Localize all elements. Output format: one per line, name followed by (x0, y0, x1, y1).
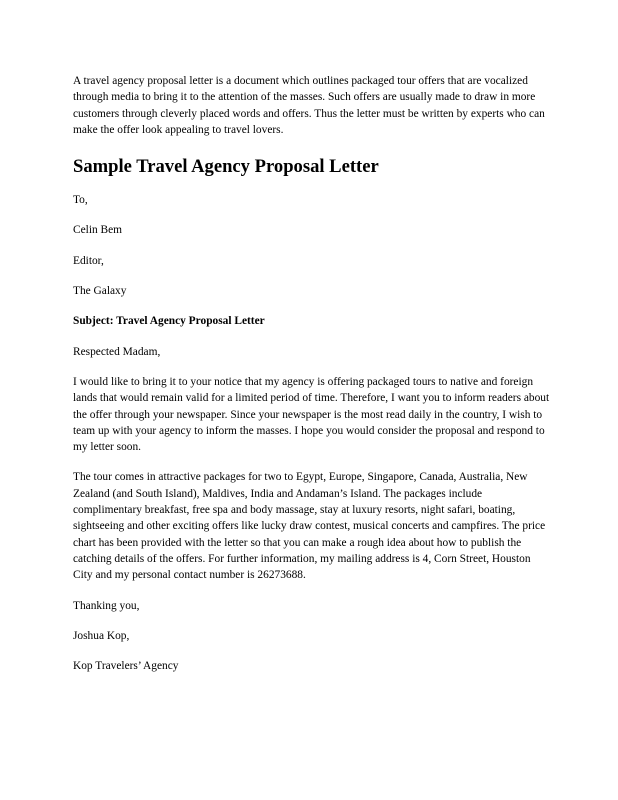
letter-closing: Thanking you, (73, 599, 140, 612)
letter-paragraph-1: I would like to bring it to your notice that my agency is offering packaged tours to native and foreign lands that would remain valid for a limited period of time. Therefore, I want you to inform readers about the offer through your newspaper. Since your newspaper is the most read daily in the country, I wish to team up with your agency to inform the masses. I hope you would consider the proposal and respond to my letter soon. (73, 375, 550, 454)
sender-org: Kop Travelers’ Agency (73, 660, 179, 673)
recipient-title: Editor, (73, 254, 104, 267)
sender-name: Joshua Kop, (73, 629, 130, 642)
document-page (73, 73, 551, 674)
letter-subject: Subject: Travel Agency Proposal Letter (73, 315, 265, 328)
letter-to: To, (73, 194, 88, 207)
recipient-org: The Galaxy (73, 285, 127, 298)
intro-paragraph: A travel agency proposal letter is a document which outlines packaged tour offers that are vocalized through media to bring it to the attention of the masses. Such offers are usually made to draw in more customers through cleverly placed words and offers. Thus the letter must be written by experts who can make the offer look appealing to travel lovers. (73, 75, 545, 136)
letter-salutation: Respected Madam, (73, 345, 161, 358)
page-title: Sample Travel Agency Proposal Letter (73, 156, 379, 178)
letter-paragraph-2: The tour comes in attractive packages for two to Egypt, Europe, Singapore, Canada, Australia, New Zealand (and South Island), Maldives, India and Andaman’s Island. The packages include complimentary breakfast, free spa and body massage, stay at luxury resorts, night safari, boating, sightseeing and other exciting offers like lucky draw contest, musical concerts and campfires. The price chart has been provided with the letter so that you can make a rough idea about how to publish the catching details of the offers. For further information, my mailing address is 4, Corn Street, Houston City and my personal contact number is 26273688. (73, 471, 546, 582)
recipient-name: Celin Bem (73, 224, 123, 237)
